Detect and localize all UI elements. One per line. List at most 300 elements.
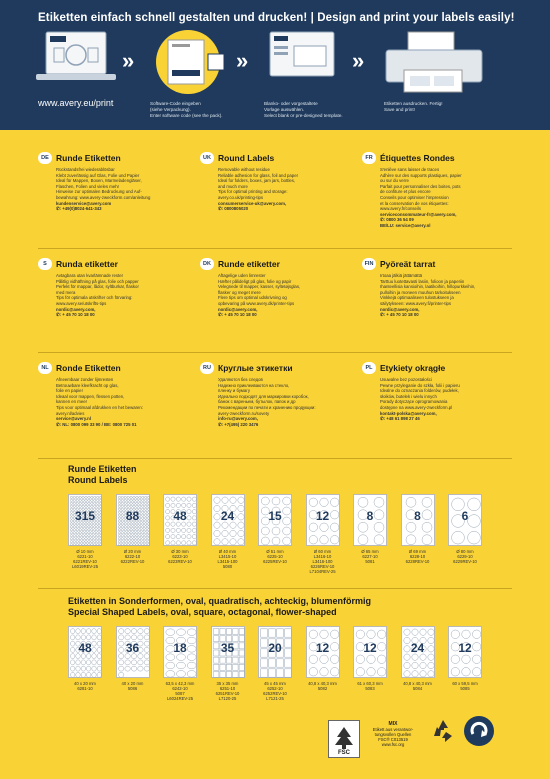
label-cutout — [232, 671, 237, 677]
label-cutout — [91, 543, 93, 545]
label-cutout — [118, 543, 120, 545]
label-cutout — [374, 522, 384, 532]
label-cutout — [232, 629, 237, 635]
label-cutout — [141, 505, 143, 507]
label-caption — [112, 549, 154, 564]
header-banner — [0, 0, 550, 130]
lang-line: ou sur du verre — [380, 178, 409, 184]
label-cutout — [129, 502, 131, 504]
lang-line: Conseils pour optimiser l'impression — [380, 194, 449, 200]
label-cutout — [92, 635, 96, 640]
lang-line: Idealne do oznaczania folderów, pudełek, — [380, 388, 459, 394]
label-cutout — [82, 543, 84, 545]
label-cutout — [129, 535, 131, 537]
label-cutout — [129, 537, 131, 539]
label-cutout — [132, 535, 134, 537]
caption-line: 60 x 59,5 mm — [452, 681, 478, 686]
lang-line: pulloihin ja moneen muuhun tarkoitukseen — [380, 289, 461, 295]
label-cutout — [166, 541, 170, 545]
label-cutout — [261, 527, 269, 535]
lang-block-s — [38, 258, 188, 318]
label-sheet-tile — [68, 494, 102, 546]
label-cutout — [76, 635, 80, 640]
label-cutout — [97, 635, 101, 640]
label-cutout — [144, 535, 146, 537]
label-cutout — [99, 535, 101, 537]
label-cutout — [92, 660, 96, 665]
label-cutout — [232, 657, 237, 663]
label-cutout — [309, 630, 318, 639]
lang-line: opbevaring på www.avery.dk/printer-tips — [218, 300, 295, 306]
label-cutout — [124, 499, 126, 501]
caption-line: 35 x 35 mm — [216, 681, 239, 686]
lang-title: Étiquettes Rondes — [380, 153, 455, 163]
label-cutout — [330, 667, 339, 676]
label-cutout — [277, 659, 284, 667]
label-sheet-tile — [211, 494, 245, 546]
label-cutout — [85, 499, 87, 501]
lang-line: Надежно приклеиваются на стекло, — [218, 382, 290, 388]
label-cutout — [135, 496, 137, 498]
label-cutout — [319, 523, 328, 532]
label-cutout — [132, 540, 134, 542]
label-cutout — [192, 534, 196, 538]
label-cutout — [73, 502, 75, 504]
label-cutout — [96, 543, 98, 545]
label-cutout — [176, 503, 180, 507]
label-count: 18 — [173, 641, 187, 655]
lang-line: et la conservation de vos étiquettes: — [380, 200, 449, 206]
label-cutout — [239, 671, 244, 677]
label-cutout — [462, 655, 471, 664]
label-cutout — [138, 526, 140, 528]
label-cutout — [73, 537, 75, 539]
label-cutout — [144, 660, 149, 665]
label-caption — [444, 549, 486, 564]
label-cutout — [124, 496, 126, 498]
label-sheet-tile — [116, 626, 150, 678]
label-cutout — [229, 539, 235, 545]
label-sheet-tile — [448, 626, 482, 678]
label-cutout — [135, 537, 137, 539]
label-cutout — [406, 497, 416, 507]
label-cutout — [226, 657, 231, 663]
label-caption — [64, 681, 106, 691]
label-cutout — [96, 496, 98, 498]
contact-email[interactable]: info-ru@avery.com, — [218, 416, 258, 422]
label-cutout — [85, 529, 87, 531]
label-cutout — [97, 666, 101, 671]
label-cutout — [132, 505, 134, 507]
lang-line: Ihanteellisia kansioihin, laatikoihin, hillopurkkeihin, — [380, 284, 476, 290]
label-cutout — [138, 535, 140, 537]
label-cutout — [213, 497, 219, 503]
code-entry-icon — [150, 30, 230, 100]
label-cutout — [213, 539, 219, 545]
label-cutout — [79, 505, 81, 507]
label-cutout — [422, 522, 432, 532]
lang-line: Flere tips om optimal udskrivning og — [218, 295, 287, 301]
lang-line: Hinweise zur optimalen Bedruckung und Auf- — [56, 189, 142, 195]
arrow-icon: » — [236, 48, 249, 73]
label-cutout — [144, 537, 146, 539]
label-cutout — [85, 502, 87, 504]
lang-line: avery.co.uk/printing-tips — [218, 194, 264, 200]
label-cutout — [277, 629, 284, 637]
label-cutout — [462, 667, 471, 676]
caption-line: Ø 69 mm — [408, 549, 427, 554]
label-cutout — [129, 526, 131, 528]
label-cutout — [472, 630, 481, 639]
label-cutout — [124, 660, 129, 665]
label-cutout — [319, 498, 328, 507]
label-count: 315 — [74, 509, 96, 523]
label-cutout — [419, 629, 425, 635]
fsc-url: www.fsc.org — [381, 742, 405, 747]
label-cutout — [377, 630, 386, 639]
label-cutout — [129, 543, 131, 545]
label-cutout — [141, 502, 143, 504]
label-cutout — [127, 535, 129, 537]
lang-line: Идеально подходят для маркировки коробок, — [218, 393, 309, 399]
label-cutout — [124, 526, 126, 528]
caption-line: L3416-100 — [312, 559, 333, 564]
label-cutout — [166, 662, 175, 669]
lang-badge: UK — [200, 152, 214, 164]
label-cutout — [96, 535, 98, 537]
label-cutout — [91, 502, 93, 504]
caption-line: Ø 20 mm — [123, 549, 142, 554]
contact-email[interactable]: nordic@avery.com, — [380, 306, 420, 312]
label-cutout — [171, 534, 175, 538]
contact-email[interactable]: kundenservice@avery.com — [56, 200, 112, 206]
label-cutout — [261, 669, 268, 677]
label-cutout — [79, 496, 81, 498]
label-count: 35 — [220, 641, 235, 655]
template-icon — [264, 30, 344, 90]
label-cutout — [406, 522, 416, 532]
label-cutout — [132, 537, 134, 539]
label-cutout — [187, 503, 191, 507]
label-cutout — [96, 523, 98, 525]
label-cutout — [97, 672, 101, 677]
label-cutout — [85, 543, 87, 545]
label-cutout — [135, 535, 137, 537]
label-count: 8 — [414, 509, 421, 523]
label-cutout — [462, 630, 471, 639]
lang-badge: PL — [362, 362, 376, 374]
label-cutout — [319, 655, 328, 664]
label-cutout — [427, 671, 433, 677]
label-cutout — [94, 502, 96, 504]
caption-line: 6228REV-10 — [405, 559, 430, 564]
label-cutout — [187, 534, 191, 538]
label-cutout — [135, 499, 137, 501]
label-cutout — [94, 532, 96, 534]
lang-line: банок с вареньем, бутылок, папок и др — [218, 399, 296, 405]
label-cutout — [213, 657, 218, 663]
label-cutout — [182, 534, 186, 538]
label-sheet-tile — [306, 626, 340, 678]
label-cutout — [283, 537, 291, 545]
label-cutout — [451, 667, 460, 676]
lang-line: de confiture et plus encore — [380, 189, 431, 195]
label-cutout — [76, 666, 80, 671]
lang-title: Runda etiketter — [56, 259, 118, 269]
label-cutout — [88, 526, 90, 528]
lang-badge: NL — [38, 362, 52, 374]
caption-line: 6251REV-10 — [215, 691, 240, 696]
label-cutout — [309, 667, 318, 676]
label-cutout — [99, 537, 101, 539]
label-cutout — [356, 630, 365, 639]
lang-badge: DK — [200, 258, 214, 270]
lang-line: Удаляются без следов — [218, 377, 263, 382]
label-cutout — [182, 503, 186, 507]
label-cutout — [118, 529, 120, 531]
label-cutout — [272, 537, 280, 545]
label-cutout — [129, 496, 131, 498]
label-cutout — [99, 529, 101, 531]
label-cutout — [94, 499, 96, 501]
label-cutout — [132, 526, 134, 528]
caption-line: 5080 — [222, 564, 233, 569]
label-cutout — [330, 535, 339, 544]
label-cutout — [99, 540, 101, 542]
label-caption — [207, 681, 249, 701]
fsc-line: Etikett aus verantwor- — [372, 727, 414, 732]
label-cutout — [94, 496, 96, 498]
label-cutout — [96, 502, 98, 504]
label-cutout — [422, 535, 432, 545]
label-cutout — [85, 526, 87, 528]
label-cutout — [283, 527, 291, 535]
label-cutout — [330, 523, 339, 532]
step-3-caption: Etiketten ausdrucken. Fertig! Save and print! — [384, 101, 443, 112]
label-count: 48 — [173, 509, 187, 523]
caption-line: 5081 — [365, 559, 375, 564]
label-cutout — [70, 523, 72, 525]
label-sheet-tile — [163, 626, 197, 678]
label-cutout — [166, 629, 175, 636]
label-cutout — [187, 528, 191, 532]
label-caption — [349, 681, 391, 691]
label-cutout — [118, 532, 120, 534]
label-cutout — [99, 532, 101, 534]
label-cutout — [144, 505, 146, 507]
lang-block-dk — [200, 258, 350, 318]
label-cutout — [70, 672, 74, 677]
label-cutout — [144, 543, 146, 545]
label-cutout — [192, 497, 196, 501]
label-cutout — [141, 499, 143, 501]
label-cutout — [82, 523, 84, 525]
label-cutout — [91, 535, 93, 537]
section-title-de: Runde Etiketten — [68, 464, 137, 474]
label-cutout — [232, 664, 237, 670]
label-cutout — [367, 630, 376, 639]
label-cutout — [85, 537, 87, 539]
label-cutout — [118, 540, 120, 542]
lang-line: Vinkkejä optimaaliseen tulostukseen ja — [380, 295, 454, 301]
contact-email[interactable]: service@avery.nl — [56, 416, 91, 422]
caption-line: 6226REV-10 — [310, 564, 335, 569]
label-cutout — [309, 523, 318, 532]
lang-line: avery.nl/advies — [56, 410, 85, 416]
label-cutout — [86, 660, 90, 665]
label-cutout — [403, 629, 409, 635]
label-cutout — [127, 526, 129, 528]
caption-line: L3415-10 — [218, 554, 237, 559]
label-cutout — [176, 497, 180, 501]
label-cutout — [70, 532, 72, 534]
contact-email[interactable]: BE/LU: service@avery.nl — [380, 222, 431, 228]
step-1-caption: Software-Code eingeben (siehe Verpackung). Enter software code (see the pack). — [150, 101, 223, 118]
label-cutout — [88, 523, 90, 525]
label-cutout — [213, 530, 219, 536]
label-cutout — [138, 499, 140, 501]
lang-line: Perfekt för mappar, lådor, syltburkar, flaskor — [56, 284, 139, 290]
label-cutout — [358, 535, 368, 545]
label-caption — [302, 549, 344, 574]
label-cutout — [121, 529, 123, 531]
fsc-code: FSC® C013519 — [378, 737, 408, 742]
label-cutout — [94, 535, 96, 537]
lang-line: S'enlève sans laisser de traces — [380, 167, 440, 172]
label-cutout — [124, 629, 129, 634]
label-cutout — [468, 531, 481, 544]
lang-title: Round Labels — [218, 153, 275, 163]
label-cutout — [144, 526, 146, 528]
label-cutout — [141, 540, 143, 542]
label-cutout — [229, 530, 235, 536]
label-cutout — [187, 541, 191, 545]
label-sheet-tile — [401, 494, 435, 546]
label-cutout — [82, 499, 84, 501]
lang-line: Porady dotyczące oprogramowania — [380, 399, 448, 405]
label-cutout — [79, 499, 81, 501]
label-cutout — [283, 497, 291, 505]
label-cutout — [121, 537, 123, 539]
label-caption — [444, 681, 486, 691]
lang-title: Круглые этикетки — [218, 363, 293, 373]
print-url[interactable]: www.avery.eu/print — [38, 98, 114, 108]
label-cutout — [94, 537, 96, 539]
label-cutout — [76, 537, 78, 539]
contact-email[interactable]: nordic@avery.com, — [56, 306, 96, 312]
label-cutout — [135, 502, 137, 504]
label-sheet-tile — [258, 494, 292, 546]
label-cutout — [403, 671, 409, 677]
lang-line: Ideal für Mappen, Boxen, Marmeladengläser, — [56, 178, 142, 184]
caption-line: L6024REV-25 — [166, 696, 194, 701]
lang-line: Removable without residue — [218, 167, 270, 172]
lang-line: Рекомендации по печати и хранению продукции: — [218, 404, 316, 410]
label-count: 12 — [315, 641, 330, 655]
label-cutout — [124, 505, 126, 507]
label-cutout — [92, 629, 96, 634]
label-cutout — [99, 502, 101, 504]
divider — [38, 588, 512, 589]
label-cutout — [144, 666, 149, 671]
label-cutout — [88, 496, 90, 498]
label-cutout — [81, 666, 85, 671]
label-cutout — [79, 526, 81, 528]
label-cutout — [121, 523, 123, 525]
lang-block-uk — [200, 152, 350, 212]
contact-email[interactable]: serviceconsommateur-fr@avery.com, — [380, 211, 457, 217]
label-cutout — [132, 496, 134, 498]
label-cutout — [88, 537, 90, 539]
label-cutout — [182, 541, 186, 545]
label-sheet-tile — [306, 494, 340, 546]
lang-line: Klebt zuverlässig auf Glas, Folie und Papier — [56, 172, 140, 178]
label-cutout — [411, 662, 417, 668]
label-cutout — [135, 543, 137, 545]
label-caption — [207, 549, 249, 569]
label-cutout — [124, 502, 126, 504]
lang-block-pl — [362, 362, 512, 422]
caption-line: 45 x 45 mm — [264, 681, 286, 686]
recycle-icon — [428, 716, 458, 746]
label-cutout — [403, 662, 409, 668]
label-count: 24 — [220, 509, 235, 523]
label-sheet-tile — [353, 626, 387, 678]
label-cutout — [70, 543, 72, 545]
contact-email[interactable]: nordic@avery.com, — [218, 306, 258, 312]
contact-email[interactable]: consumerservice-uk@avery.com, — [218, 200, 287, 206]
label-cutout — [141, 537, 143, 539]
label-cutout — [171, 503, 175, 507]
lang-line: Ideal for folders, boxes, jam jars, bottles, — [218, 178, 296, 184]
label-cutout — [76, 523, 78, 525]
label-cutout — [118, 526, 120, 528]
label-cutout — [124, 540, 126, 542]
label-cutout — [135, 529, 137, 531]
label-cutout — [73, 526, 75, 528]
label-cutout — [88, 543, 90, 545]
label-cutout — [221, 530, 227, 536]
label-cutout — [129, 540, 131, 542]
label-cutout — [377, 655, 386, 664]
label-cutout — [132, 502, 134, 504]
label-cutout — [166, 497, 170, 501]
label-cutout — [213, 671, 218, 677]
label-cutout — [187, 671, 196, 678]
label-cutout — [135, 526, 137, 528]
label-cutout — [144, 629, 149, 634]
label-cutout — [76, 529, 78, 531]
lang-line: Ideaal voor mappen, flessen potten, — [56, 393, 125, 399]
label-cutout — [182, 497, 186, 501]
label-cutout — [96, 529, 98, 531]
caption-line: Ø 51 mm — [266, 549, 284, 554]
label-cutout — [121, 532, 123, 534]
caption-line: 40 x 20 mm — [121, 681, 144, 686]
label-cutout — [85, 523, 87, 525]
label-cutout — [138, 532, 140, 534]
caption-line: 5087 — [175, 691, 185, 696]
label-cutout — [124, 635, 129, 640]
label-cutout — [131, 660, 136, 665]
arrow-icon: » — [352, 48, 365, 73]
label-cutout — [147, 505, 149, 507]
recycle-arrow-icon — [464, 716, 494, 746]
lang-title: Ronde Etiketten — [56, 363, 121, 373]
label-cutout — [96, 505, 98, 507]
contact-email[interactable]: kontakt-polska@avery.com, — [380, 410, 437, 416]
label-sheet-tile — [448, 494, 482, 546]
